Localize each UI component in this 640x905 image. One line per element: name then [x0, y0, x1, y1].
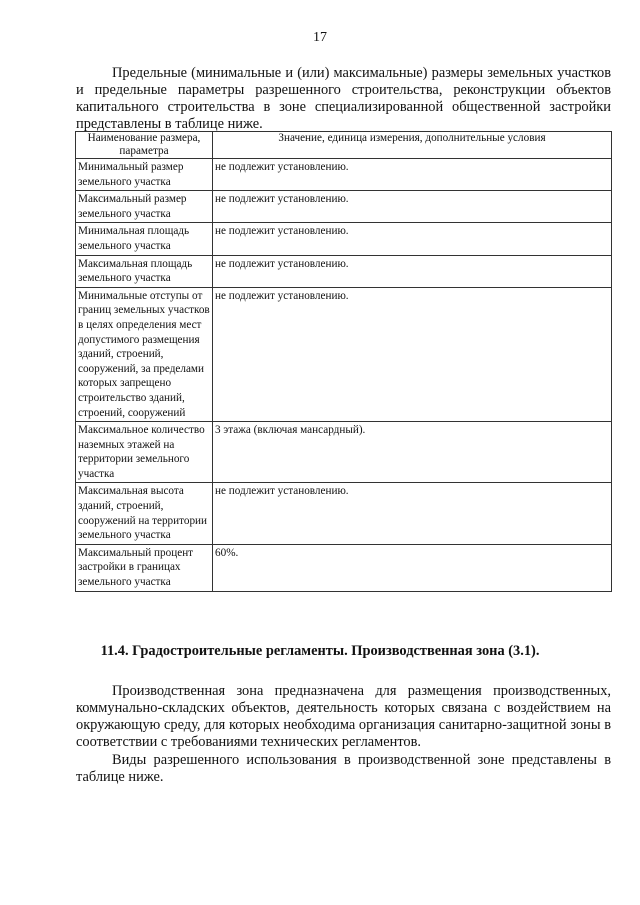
row-parameter-name: Минимальный размер земельного участка [76, 159, 213, 191]
table-row [76, 544, 612, 591]
row-parameter-name: Минимальные отступы от границ земельных участков в целях определения мест допустимого размещения зданий, строений, сооружений, за пределами которых запрещено строительство зданий, строений, сооружений [76, 287, 213, 421]
table-row [76, 159, 612, 191]
section-heading: 11.4. Градостроительные регламенты. Производственная зона (3.1). [100, 643, 540, 659]
body-paragraph: Производственная зона предназначена для размещения производственных, коммунально-складских объектов, деятельность которых связана с воздействием на окружающую среду, для которых необходима организация санитарно-защитной зоны в соответствии с требованиями технических регламентов. [76, 683, 611, 750]
row-parameter-value: не подлежит установлению. [213, 483, 612, 544]
table-row [76, 191, 612, 223]
row-parameter-value: не подлежит установлению. [213, 159, 612, 191]
table-row [76, 422, 612, 483]
row-parameter-value: не подлежит установлению. [213, 287, 612, 421]
row-parameter-name: Максимальная площадь земельного участка [76, 255, 213, 287]
row-parameter-value: не подлежит установлению. [213, 255, 612, 287]
row-parameter-value: не подлежит установлению. [213, 223, 612, 255]
row-parameter-name: Минимальная площадь земельного участка [76, 223, 213, 255]
table-row [76, 255, 612, 287]
parameters-table [75, 131, 612, 592]
intro-paragraph: Предельные (минимальные и (или) максимальные) размеры земельных участков и предельные параметры разрешенного строительства, реконструкции объектов капитального строительства в зоне специализированной общественной застройки представлены в таблице ниже. [76, 65, 611, 132]
row-parameter-name: Максимальный размер земельного участка [76, 191, 213, 223]
header-parameter-value: Значение, единица измерения, дополнительные условия [213, 132, 612, 159]
table-row [76, 483, 612, 544]
row-parameter-value: 60%. [213, 544, 612, 591]
header-parameter-name: Наименование размера, параметра [76, 132, 213, 159]
page-number: 17 [313, 30, 327, 45]
body-paragraph: Виды разрешенного использования в производственной зоне представлены в таблице ниже. [76, 752, 611, 785]
row-parameter-name: Максимальный процент застройки в границах земельного участка [76, 544, 213, 591]
table-header-row [76, 132, 612, 159]
table-row [76, 287, 612, 421]
row-parameter-name: Максимальное количество наземных этажей на территории земельного участка [76, 422, 213, 483]
row-parameter-name: Максимальная высота зданий, строений, сооружений на территории земельного участка [76, 483, 213, 544]
row-parameter-value: не подлежит установлению. [213, 191, 612, 223]
table-row [76, 223, 612, 255]
row-parameter-value: 3 этажа (включая мансардный). [213, 422, 612, 483]
